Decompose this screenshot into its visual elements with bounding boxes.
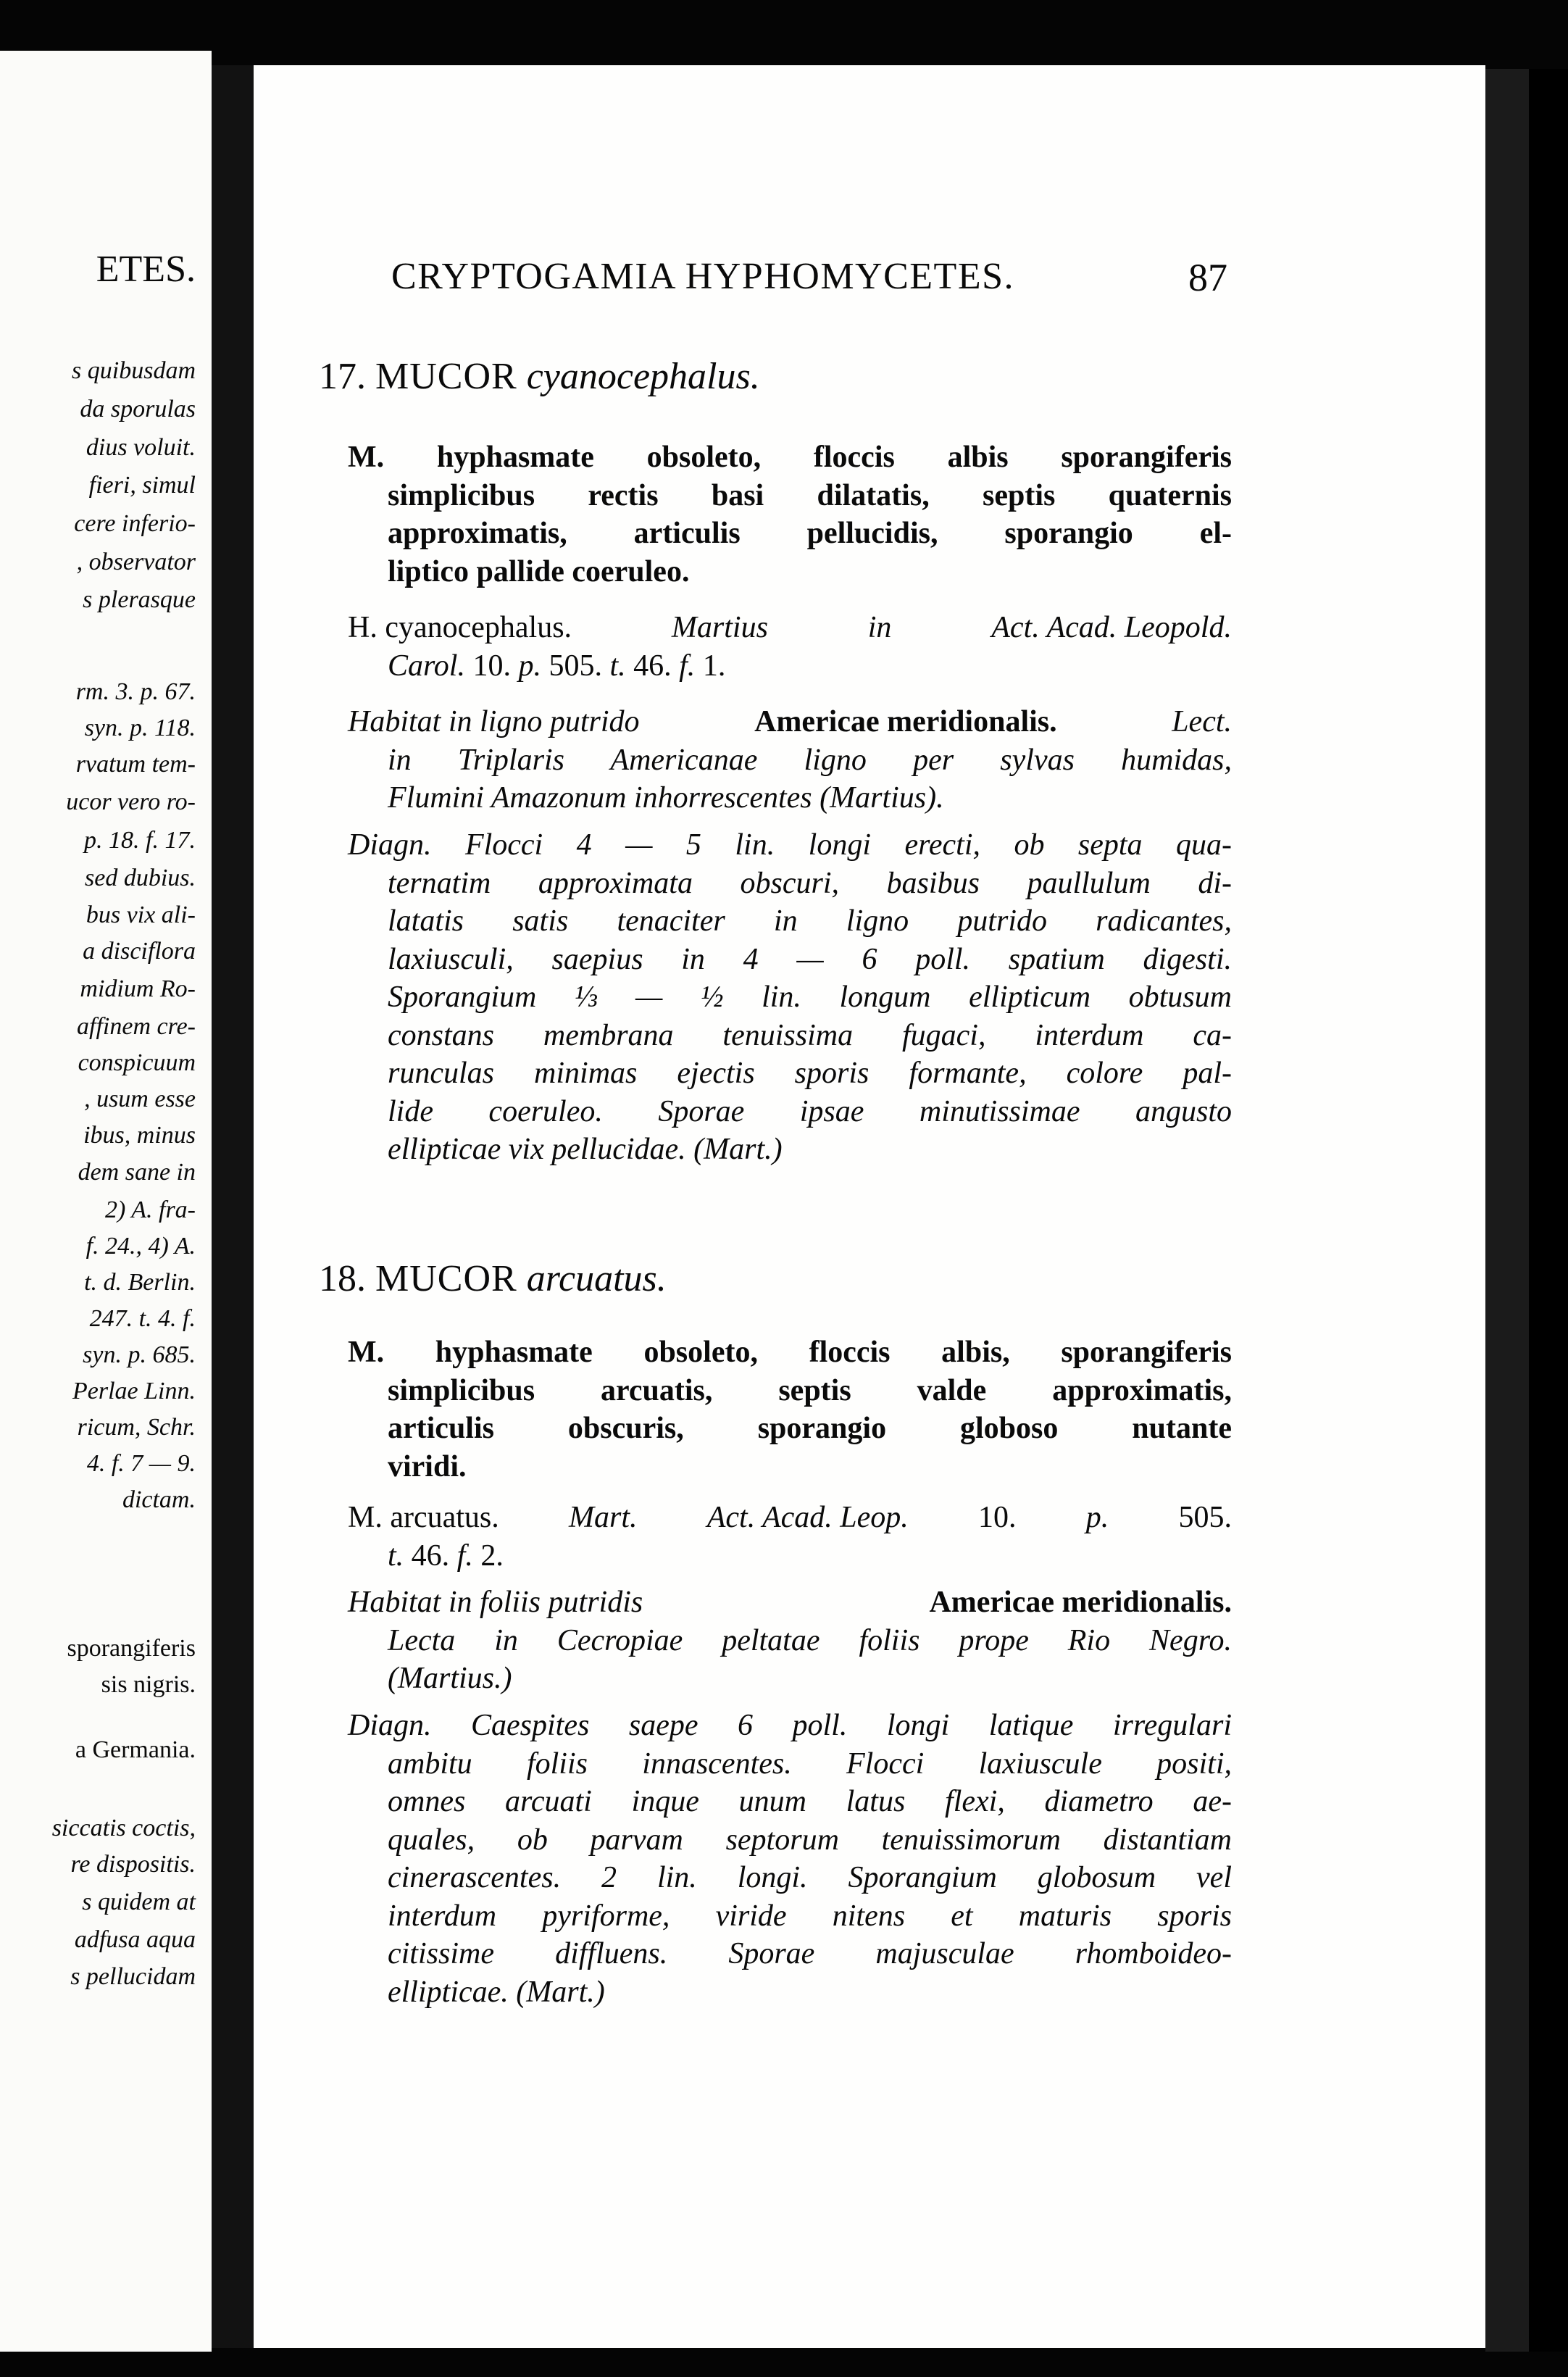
synonym-work: Act. Acad. Leopold. <box>991 611 1232 644</box>
left-page-line: ucor vero ro- <box>66 788 196 815</box>
left-page-line: s plerasque <box>83 586 196 613</box>
diagnosis-line: lide coeruleo. Sporae ipsae minutissimae angusto <box>388 1094 1232 1128</box>
synonym-p: p. <box>518 649 541 683</box>
synonym-f: f. <box>456 1539 473 1573</box>
diagnosis-line: Diagn. Flocci 4 — 5 lin. longi erecti, ob septa qua- <box>348 828 1232 862</box>
description-line: approximatis, articulis pellucidis, sporangio el- <box>388 517 1232 550</box>
synonym-fig: 2. <box>480 1539 504 1573</box>
left-page-line: fieri, simul <box>88 472 196 499</box>
diagnosis-line: citissime diffluens. Sporae majusculae rhomboideo- <box>388 1937 1232 1970</box>
left-page-line: sis nigris. <box>101 1671 196 1698</box>
left-page-line: s quidem at <box>82 1889 196 1915</box>
left-page-line: , usum esse <box>84 1086 196 1112</box>
left-page-line: syn. p. 118. <box>84 715 196 741</box>
entry-17-diagnosis <box>348 826 1232 1169</box>
diagnosis-line: ternatim approximata obscuri, basibus paullulum di- <box>388 866 1232 900</box>
left-page-line: syn. p. 685. <box>83 1341 196 1368</box>
synonym-t: t. <box>388 1539 404 1573</box>
entry-18-diagnosis <box>348 1707 1232 2011</box>
left-page-line: conspicuum <box>78 1049 196 1076</box>
entry-18-synonymy <box>348 1499 1232 1575</box>
entry-17-habitat <box>348 703 1232 817</box>
synonym-page: 505. <box>1178 1501 1232 1534</box>
synonym-name: M. arcuatus. <box>348 1501 499 1534</box>
synonym-f: f. <box>679 649 696 683</box>
left-page-line: midium Ro- <box>80 975 196 1002</box>
habitat-line: Flumini Amazonum inhorrescentes (Martius). <box>388 781 944 815</box>
left-page-line: adfusa aqua <box>74 1926 196 1953</box>
left-page-line: dictam. <box>122 1486 196 1513</box>
description-line: M. hyphasmate obsoleto, floccis albis, sporangiferis <box>348 1336 1232 1369</box>
diagnosis-line: Diagn. Caespites saepe 6 poll. longi latique irregulari <box>348 1709 1232 1742</box>
synonym-p: p. <box>1085 1501 1109 1534</box>
left-page-line: dius voluit. <box>86 434 196 461</box>
entry-number: 18. <box>319 1258 366 1299</box>
entry-17-heading <box>319 355 760 398</box>
diagnosis-line: runculas minimas ejectis sporis formante, colore pal- <box>388 1057 1232 1090</box>
synonym-name: H. cyanocephalus. <box>348 611 572 644</box>
left-page-line: rvatum tem- <box>75 751 196 778</box>
left-page-line: ibus, minus <box>83 1122 196 1149</box>
left-page-line: re dispositis. <box>70 1851 196 1878</box>
left-page-line: ETES. <box>96 249 196 290</box>
species-name: cyanocephalus. <box>526 356 760 397</box>
diagnosis-line: latatis satis tenaciter in ligno putrido radicantes, <box>388 904 1232 938</box>
synonym-author: Martius <box>671 611 768 644</box>
description-line: articulis obscuris, sporangio globoso nutante <box>388 1412 1232 1445</box>
left-page-line: t. d. Berlin. <box>84 1269 196 1296</box>
description-line: viridi. <box>388 1449 467 1483</box>
diagnosis-line: constans membrana tenuissima fugaci, interdum ca- <box>388 1018 1232 1052</box>
left-page-line: bus vix ali- <box>86 902 196 928</box>
synonym-work-cont: Carol. <box>388 649 465 683</box>
habitat-lead: Habitat in foliis putridis <box>348 1586 643 1619</box>
left-page-line: 2) A. fra- <box>105 1196 196 1223</box>
page-number: 87 <box>1188 256 1227 299</box>
diagnosis-line: cinerascentes. 2 lin. longi. Sporangium globosum vel <box>388 1861 1232 1894</box>
left-page-line: a Germania. <box>75 1736 196 1763</box>
left-page-line: da sporulas <box>80 396 196 422</box>
description-line: M. hyphasmate obsoleto, floccis albis sporangiferis <box>348 441 1232 474</box>
genus-name: MUCOR <box>375 1258 517 1299</box>
diagnosis-line: ellipticae vix pellucidae. (Mart.) <box>388 1133 783 1166</box>
left-page-line: 247. t. 4. f. <box>89 1305 196 1332</box>
left-page-line: ricum, Schr. <box>77 1414 196 1441</box>
habitat-line: (Martius.) <box>388 1662 512 1695</box>
diagnosis-line: ellipticae. (Mart.) <box>388 1975 605 2009</box>
diagnosis-line: laxiusculi, saepius in 4 — 6 poll. spatium digesti. <box>388 942 1232 976</box>
entry-17-description <box>348 438 1232 591</box>
left-page-line: Perlae Linn. <box>72 1378 196 1404</box>
left-page-fragment <box>0 51 212 2352</box>
description-line: liptico pallide coeruleo. <box>388 554 690 588</box>
description-line: simplicibus arcuatis, septis valde approximatis, <box>388 1373 1232 1407</box>
left-page-line: affinem cre- <box>77 1013 196 1040</box>
description-line: simplicibus rectis basi dilatatis, septis quaternis <box>388 478 1232 512</box>
habitat-line: in Triplaris Americanae ligno per sylvas humidas, <box>388 743 1232 777</box>
synonym-t: t. <box>609 649 626 683</box>
left-page-line: s quibusdam <box>72 357 196 384</box>
left-page-line: 4. f. 7 — 9. <box>86 1450 196 1477</box>
diagnosis-line: omnes arcuati inque unum latus flexi, diametro ae- <box>388 1785 1232 1818</box>
habitat-lect: Lect. <box>1172 705 1232 738</box>
entry-18-description <box>348 1333 1232 1486</box>
entry-number: 17. <box>319 356 366 397</box>
habitat-region: Americae meridionalis. <box>754 705 1057 738</box>
genus-name: MUCOR <box>375 356 517 397</box>
running-head: CRYPTOGAMIA HYPHOMYCETES. <box>391 256 1015 297</box>
left-page-line: , observator <box>76 549 196 575</box>
entry-18-heading <box>319 1257 667 1300</box>
synonym-tab: 46. <box>411 1539 450 1573</box>
left-page-line: a disciflora <box>83 938 196 965</box>
synonym-fig: 1. <box>702 649 726 683</box>
left-page-line: sed dubius. <box>85 865 196 891</box>
left-page-line: sporangiferis <box>67 1635 196 1662</box>
synonym-page: 505. <box>549 649 602 683</box>
diagnosis-line: interdum pyriforme, viride nitens et maturis sporis <box>388 1899 1232 1933</box>
habitat-lead: Habitat in ligno putrido <box>348 705 640 738</box>
page-edge-shadow <box>1485 69 1529 2352</box>
synonym-work: Act. Acad. Leop. <box>706 1501 909 1534</box>
synonym-tab: 46. <box>633 649 672 683</box>
habitat-line: Lecta in Cecropiae peltatae foliis prope Rio Negro. <box>388 1623 1232 1657</box>
left-page-line: p. 18. f. 17. <box>84 827 196 854</box>
entry-17-synonymy <box>348 609 1232 685</box>
diagnosis-line: ambitu foliis innascentes. Flocci laxiuscule positi, <box>388 1747 1232 1781</box>
left-page-line: f. 24., 4) A. <box>86 1233 196 1260</box>
species-name: arcuatus. <box>526 1258 667 1299</box>
left-page-line: cere inferio- <box>74 510 196 537</box>
synonym-in: in <box>867 611 892 644</box>
diagnosis-line: Sporangium ⅓ — ½ lin. longum ellipticum obtusum <box>388 981 1232 1014</box>
page-edge-dark <box>1529 69 1568 2352</box>
left-page-line: siccatis coctis, <box>51 1815 196 1841</box>
book-spine-gutter <box>212 65 254 2348</box>
entry-18-habitat <box>348 1583 1232 1698</box>
synonym-volume: 10. <box>978 1501 1017 1534</box>
habitat-region: Americae meridionalis. <box>929 1586 1232 1619</box>
synonym-author: Mart. <box>569 1501 638 1534</box>
left-page-line: dem sane in <box>78 1159 196 1186</box>
diagnosis-line: quales, ob parvam septorum tenuissimorum distantiam <box>388 1823 1232 1857</box>
left-page-line: s pellucidam <box>70 1963 196 1990</box>
left-page-line: rm. 3. p. 67. <box>75 678 196 705</box>
synonym-volume: 10. <box>472 649 511 683</box>
